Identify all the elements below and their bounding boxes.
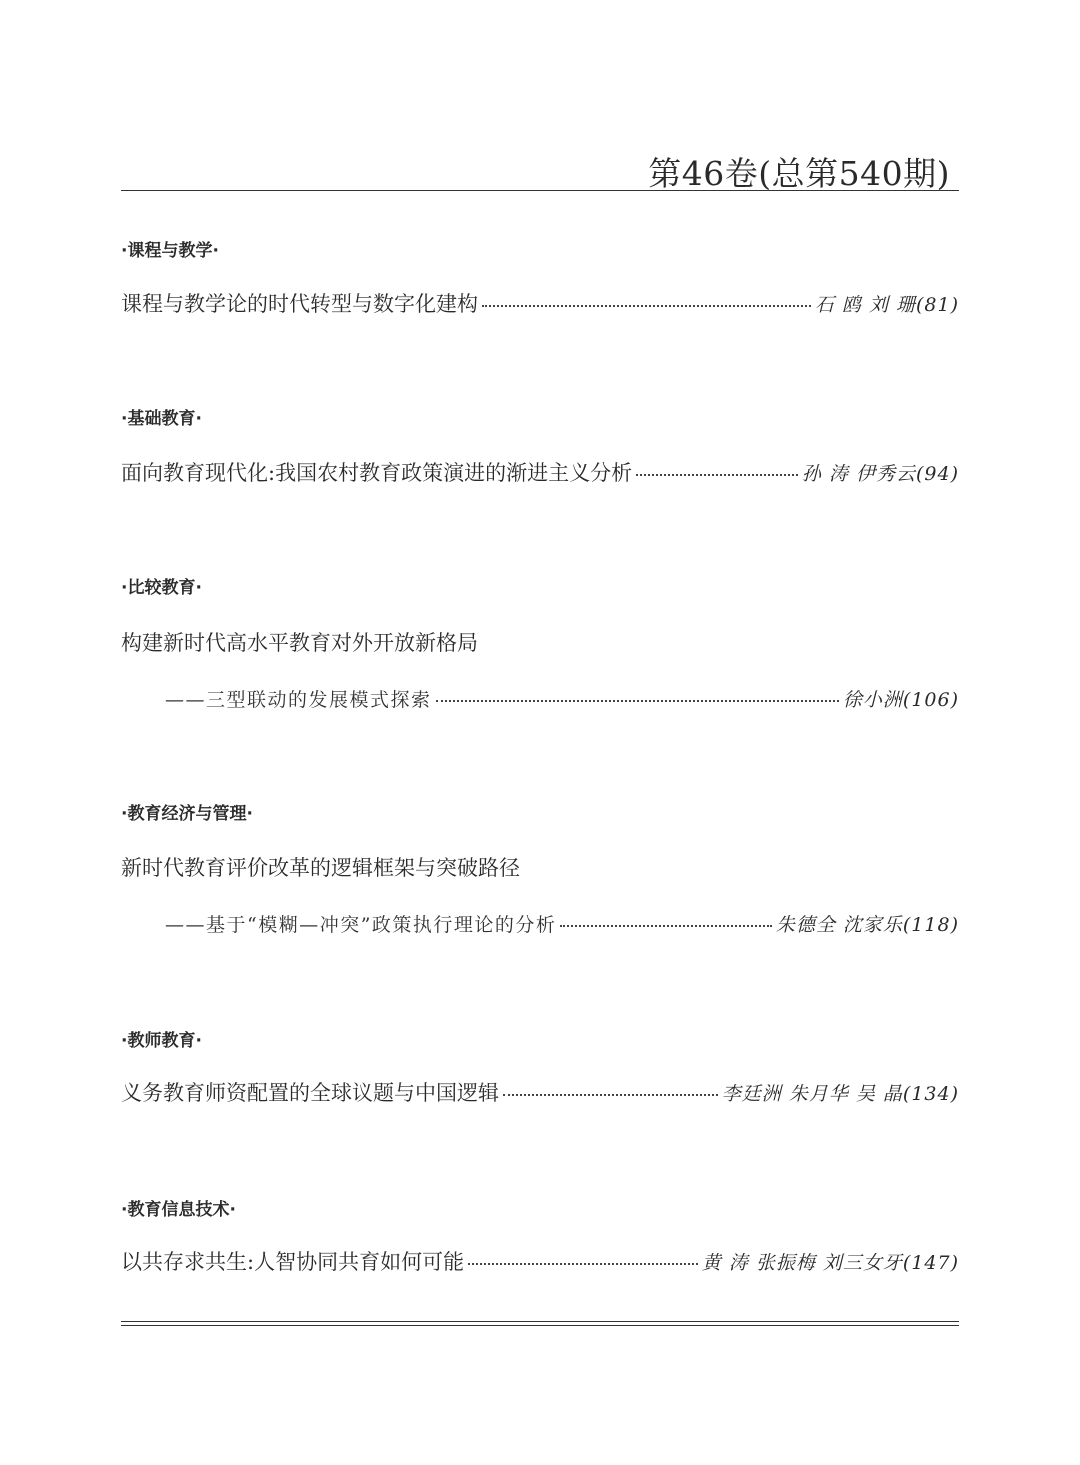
toc-entry[interactable]	[121, 1077, 959, 1107]
toc-entry[interactable]	[121, 1246, 959, 1276]
dot-leader	[482, 305, 811, 307]
article-title: 面向教育现代化:我国农村教育政策演进的渐进主义分析	[121, 461, 633, 485]
toc-entry-subtitle[interactable]	[165, 908, 959, 938]
section-title: ·教育经济与管理·	[121, 804, 253, 824]
article-authors-page: 徐小洲(106)	[842, 688, 959, 711]
article-authors-page: 李廷洲 朱月华 吴 晶(134)	[721, 1082, 959, 1105]
dot-leader	[468, 1263, 698, 1265]
article-subtitle: ——基于“模糊—冲突”政策执行理论的分析	[165, 913, 557, 936]
dot-leader	[560, 925, 771, 927]
article-authors-page: 朱德全 沈家乐(118)	[775, 913, 959, 936]
toc-entry-subtitle[interactable]	[165, 683, 959, 713]
header-rule	[121, 190, 959, 191]
toc-entry[interactable]	[121, 288, 959, 318]
section-title: ·教师教育·	[121, 1031, 202, 1051]
section-title: ·基础教育·	[121, 409, 202, 429]
article-subtitle: ——三型联动的发展模式探索	[165, 688, 432, 711]
section-title: ·比较教育·	[121, 578, 202, 598]
volume-issue-header: 第46卷(总第540期)	[648, 154, 950, 193]
article-authors-page: 孙 涛 伊秀云(94)	[801, 462, 959, 485]
dot-leader	[436, 700, 839, 702]
article-title[interactable]: 构建新时代高水平教育对外开放新格局	[121, 631, 478, 655]
footer-double-rule	[121, 1321, 959, 1326]
article-authors-page: 石 鸥 刘 珊(81)	[814, 293, 959, 316]
article-title: 课程与教学论的时代转型与数字化建构	[121, 292, 478, 316]
section-title: ·教育信息技术·	[121, 1200, 236, 1220]
article-title: 以共存求共生:人智协同共育如何可能	[121, 1250, 465, 1274]
article-title[interactable]: 新时代教育评价改革的逻辑框架与突破路径	[121, 856, 520, 880]
toc-entry[interactable]	[121, 457, 959, 487]
section-title: ·课程与教学·	[121, 241, 219, 261]
article-authors-page: 黄 涛 张振梅 刘三女牙(147)	[701, 1251, 959, 1274]
article-title: 义务教育师资配置的全球议题与中国逻辑	[121, 1081, 499, 1105]
dot-leader	[503, 1094, 718, 1096]
dot-leader	[636, 474, 798, 476]
